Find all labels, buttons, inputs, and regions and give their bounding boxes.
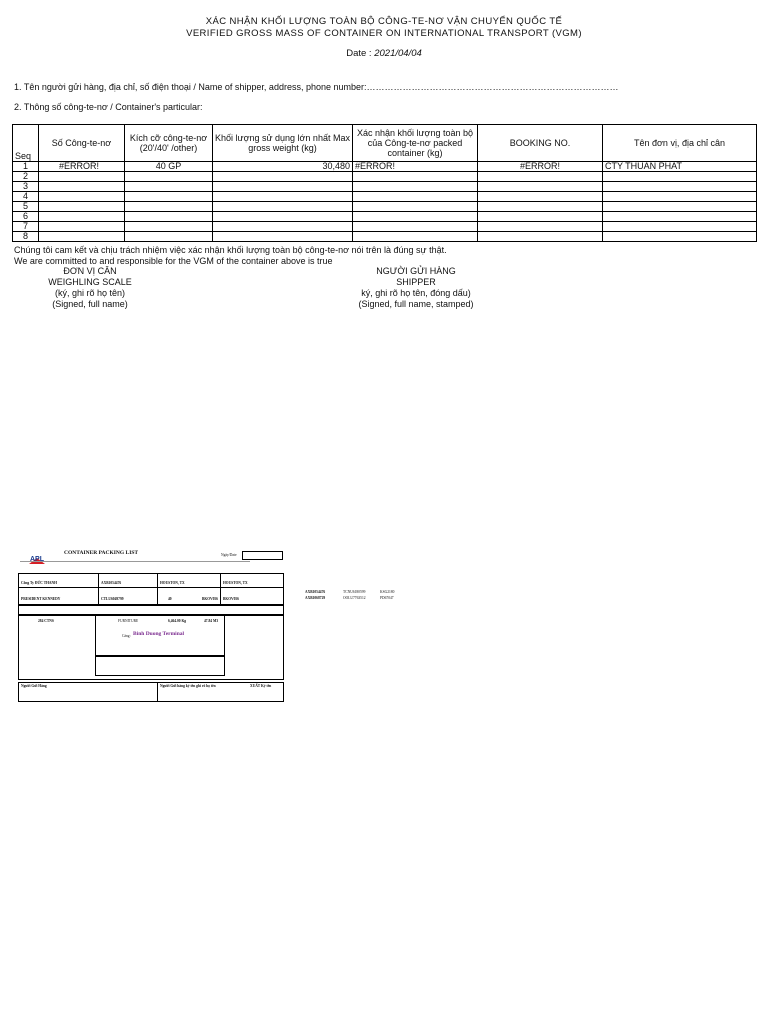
sig-right-line: SHIPPER <box>396 277 436 287</box>
goods-inner-box-2 <box>95 656 225 676</box>
shipper-line: 1. Tên người gửi hàng, địa chỉ, số điện thoại / Name of shipper, address, phone number:………………………………………………………………………… <box>14 82 619 92</box>
pl-seal: BKOV056 <box>202 597 218 601</box>
header-container-size: Kích cỡ công-te-nơ (20'/40' /other) <box>125 125 213 162</box>
table-row <box>13 232 757 242</box>
packing-list-date-box <box>242 551 283 560</box>
header-max-gross-weight: Khối lượng sử dụng lớn nhất Max gross weight (kg) <box>213 125 353 162</box>
cell-booking: #ERROR! <box>478 162 603 172</box>
sig-left-line: (Signed, full name) <box>52 299 128 309</box>
cell-packed-weight: #ERROR! <box>353 162 478 172</box>
container-packing-list <box>18 545 395 703</box>
terminal-name: Binh Duong Terminal <box>133 631 185 637</box>
table-row <box>13 182 757 192</box>
cell-max-weight: 30,480 <box>213 162 353 172</box>
pl-cbm: 47.84 M3 <box>204 619 219 623</box>
side-row-container: TCNU6180599 <box>343 590 366 594</box>
sig-right-line: ký, ghi rõ họ tên, đóng dấu) <box>361 288 471 298</box>
pl-booking: AXB1054476 <box>101 581 122 585</box>
table-row <box>13 162 757 172</box>
sig-right-line: NGƯỜI GỬI HÀNG <box>376 266 456 276</box>
subtitle-rule <box>20 561 250 563</box>
signature-weighing-scale <box>20 266 160 310</box>
cell-seq: 8 <box>13 232 39 242</box>
vgm-table <box>12 124 757 242</box>
table-row <box>13 222 757 232</box>
date-label: Date : <box>346 48 372 59</box>
date-line <box>0 48 768 59</box>
pl-vessel: PRESIDENT KENNEDY <box>21 597 61 601</box>
footer-shipper: Người Gửi Hàng <box>21 684 47 688</box>
commitment-vn: Chúng tôi cam kết và chịu trách nhiệm việc xác nhận khối lượng toàn bộ công-te-nơ nói trên là đúng sự thật. <box>14 245 447 255</box>
cell-size: 40 GP <box>125 162 213 172</box>
cell-seq: 3 <box>13 182 39 192</box>
sig-left-line: (ký, ghi rõ họ tên) <box>54 288 126 298</box>
footer-export-sign: XUẤT Ký tên <box>250 684 272 688</box>
pl-goods: FURNITURE <box>118 619 139 623</box>
side-row-booking: AXB1068729 <box>305 596 326 600</box>
packing-list-footer <box>18 682 284 702</box>
cell-seq: 7 <box>13 222 39 232</box>
pl-seal-2: BKOV056 <box>223 597 239 601</box>
pl-container: CTLU6049799 <box>101 597 124 601</box>
pl-pol: HOUSTON, TX <box>160 581 185 585</box>
table-row <box>13 212 757 222</box>
side-row-seal: PD67047 <box>380 596 394 600</box>
header-container-no: Số Công-te-nơ <box>39 125 125 162</box>
grid-divider <box>157 573 158 605</box>
cell-seq: 5 <box>13 202 39 212</box>
packing-list-title: CONTAINER PACKING LIST <box>64 550 139 556</box>
header-seq: Seq <box>13 125 39 162</box>
pl-company: Công Ty ĐỨC THANH <box>21 581 57 585</box>
goods-header <box>18 605 284 615</box>
sig-left-line: WEIGHLING SCALE <box>48 277 132 287</box>
cell-seq: 6 <box>13 212 39 222</box>
table-header-row <box>13 125 757 162</box>
grid-divider <box>220 573 221 605</box>
packing-list-date-label: Ngày/Date <box>221 553 237 557</box>
terminal-label: Cảng: <box>122 634 131 638</box>
table-row <box>13 202 757 212</box>
header-packed-weight: Xác nhận khối lượng toàn bộ của Công-te-nơ packed container (kg) <box>353 125 478 162</box>
sig-left-line: ĐƠN VỊ CÂN <box>63 266 117 276</box>
title-en: VERIFIED GROSS MASS OF CONTAINER ON INTERNATIONAL TRANSPORT (VGM) <box>186 28 582 39</box>
sig-right-line: (Signed, full name, stamped) <box>358 299 474 309</box>
cell-weighing-unit: CTY THUAN PHAT <box>603 162 757 172</box>
grid-divider <box>157 682 158 702</box>
footer-shipper-sign: Người Gửi hàng ký tên ghi rõ họ tên <box>160 684 216 688</box>
cell-container-no: #ERROR! <box>39 162 125 172</box>
title-vn: XÁC NHẬN KHỐI LƯỢNG TOÀN BỘ CÔNG-TE-NƠ VẬN CHUYỂN QUỐC TẾ <box>205 16 563 27</box>
side-row-seal: KSG2180 <box>380 590 395 594</box>
side-row-container: OOLU7763512 <box>343 596 366 600</box>
cell-seq: 1 <box>13 162 39 172</box>
cell-seq: 4 <box>13 192 39 202</box>
date-value: 2021/04/04 <box>374 48 422 59</box>
pl-pod: HOUSTON, TX <box>223 581 248 585</box>
pl-size: 40 <box>168 597 172 601</box>
header-weighing-unit: Tên đơn vị, địa chỉ cân <box>603 125 757 162</box>
table-row <box>13 172 757 182</box>
pl-qty: 284 CTNS <box>38 619 54 623</box>
pl-weight: 6,464.00 Kg <box>168 619 187 623</box>
cell-seq: 2 <box>13 172 39 182</box>
side-row-booking: AXB1054476 <box>305 590 326 594</box>
grid-divider <box>98 573 99 605</box>
container-particular-line: 2. Thông số công-te-nơ / Container's particular: <box>14 102 203 112</box>
apl-logo-text: APL <box>30 556 44 563</box>
grid-divider <box>18 587 284 588</box>
header-booking-no: BOOKING NO. <box>478 125 603 162</box>
commitment-en: We are committed to and responsible for the VGM of the container above is true <box>14 256 333 266</box>
table-row <box>13 192 757 202</box>
signature-shipper <box>336 266 496 310</box>
